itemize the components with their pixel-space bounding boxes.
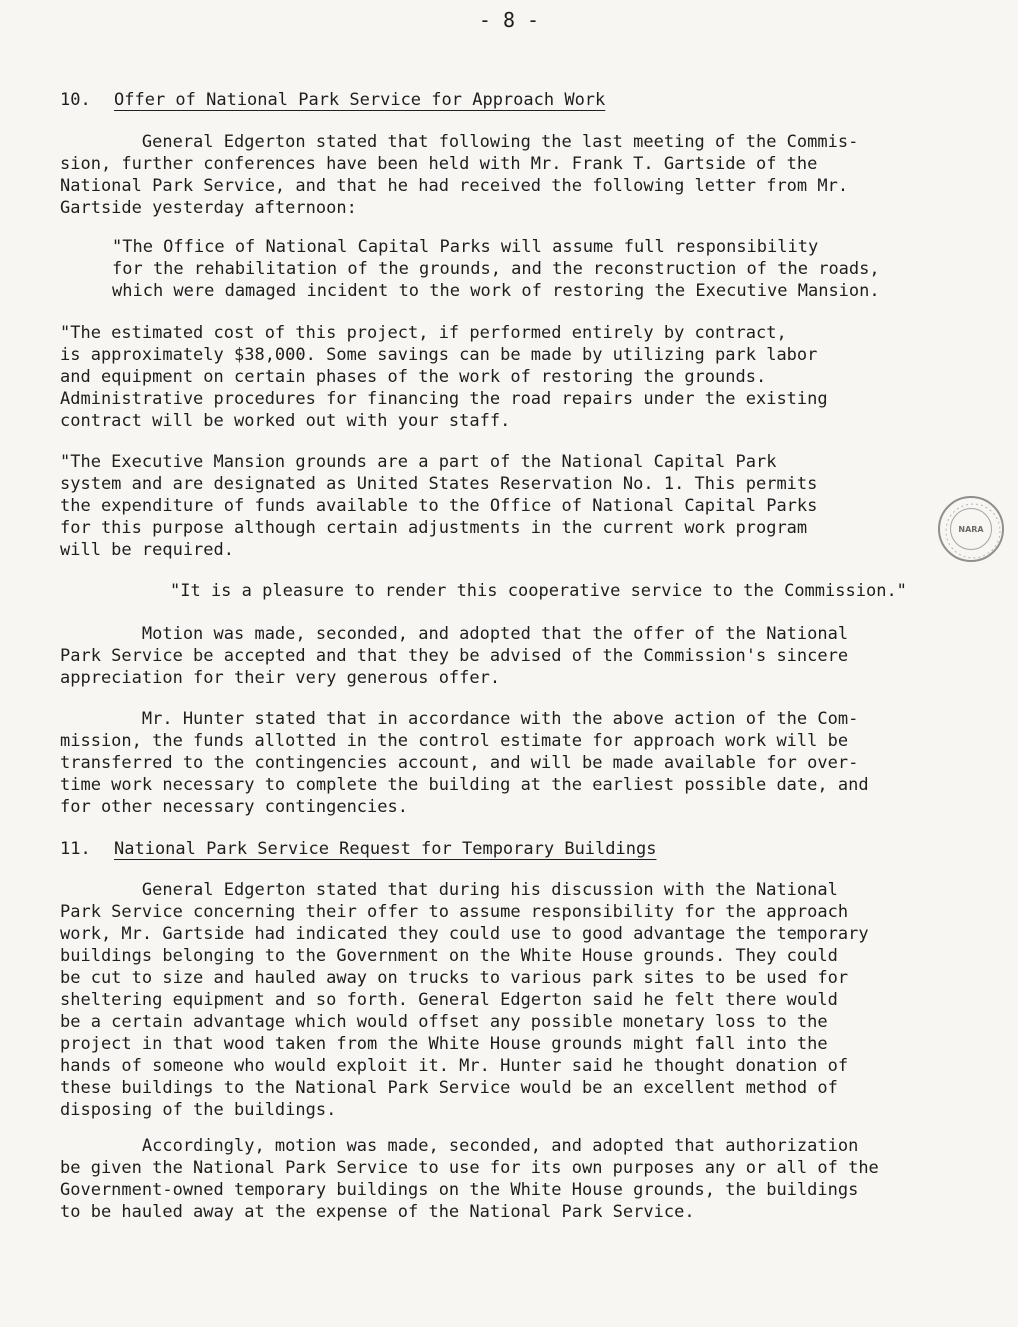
text-line: contract will be worked out with your staff. [60,411,511,431]
text-line: General Edgerton stated that following the last meeting of the Commis- [60,132,859,152]
text-line: and equipment on certain phases of the work of restoring the grounds. [60,367,767,387]
text-line: Administrative procedures for financing the road repairs under the existing [60,389,828,409]
section-10-intro [60,131,858,219]
section-11-heading [60,839,656,859]
text-line: mission, the funds allotted in the control estimate for approach work will be [60,731,849,751]
text-line: disposing of the buildings. [60,1100,337,1120]
text-line: buildings belonging to the Government on the White House grounds. They could [60,946,838,966]
text-line: Accordingly, motion was made, seconded, and adopted that authorization [60,1136,859,1156]
stamp-center-text: NARA [958,524,984,534]
section-10-heading [60,90,605,110]
text-line: for other necessary contingencies. [60,797,408,817]
text-line: "It is a pleasure to render this cooperative service to the Commission." [170,581,907,601]
library-stamp-seal [938,496,1004,562]
text-line: sheltering equipment and so forth. General Edgerton said he felt there would [60,990,838,1010]
text-line: Park Service concerning their offer to assume responsibility for the approach [60,902,849,922]
text-line: is approximately $38,000. Some savings can be made by utilizing park labor [60,345,818,365]
text-line: hands of someone who would exploit it. Mr. Hunter said he thought donation of [60,1056,849,1076]
page-number: - 8 - [478,8,540,32]
section-10-title: Offer of National Park Service for Approach Work [114,90,606,110]
section-11-number: 11. [60,839,91,859]
text-line: sion, further conferences have been held with Mr. Frank T. Gartside of the [60,154,818,174]
text-line: be a certain advantage which would offset any possible monetary loss to the [60,1012,828,1032]
text-line: to be hauled away at the expense of the National Park Service. [60,1202,695,1222]
text-line: be given the National Park Service to use for its own purposes any or all of the [60,1158,879,1178]
quoted-letter-paragraph-3 [60,451,817,561]
text-line: for this purpose although certain adjustments in the current work program [60,518,808,538]
stamp-ring-icon [940,498,1006,564]
quoted-letter-paragraph-4 [170,580,907,602]
text-line: system and are designated as United States Reservation No. 1. This permits [60,474,818,494]
section-10-motion [60,623,848,689]
text-line: Government-owned temporary buildings on the White House grounds, the buildings [60,1180,859,1200]
text-line: "The Executive Mansion grounds are a part of the National Capital Park [60,452,777,472]
text-line: General Edgerton stated that during his discussion with the National [60,880,838,900]
quoted-letter-paragraph-1 [112,236,880,302]
quoted-letter-paragraph-2 [60,322,828,432]
text-line: the expenditure of funds available to the Office of National Capital Parks [60,496,818,516]
text-line: be cut to size and hauled away on trucks to various park sites to be used for [60,968,849,988]
text-line: will be required. [60,540,234,560]
text-line: time work necessary to complete the building at the earliest possible date, and [60,775,869,795]
section-11-title: National Park Service Request for Temporary Buildings [114,839,657,859]
text-line: "The Office of National Capital Parks will assume full responsibility [112,237,819,257]
text-line: these buildings to the National Park Service would be an excellent method of [60,1078,838,1098]
text-line: Gartside yesterday afternoon: [60,198,357,218]
text-line: Motion was made, seconded, and adopted that the offer of the National [60,624,849,644]
section-11-body [60,879,869,1121]
text-line: Park Service be accepted and that they be advised of the Commission's sincere [60,646,849,666]
text-line: transferred to the contingencies account, and will be made available for over- [60,753,859,773]
text-line: for the rehabilitation of the grounds, and the reconstruction of the roads, [112,259,880,279]
text-line: project in that wood taken from the White House grounds might fall into the [60,1034,828,1054]
section-10-hunter-statement [60,708,869,818]
text-line: appreciation for their very generous offer. [60,668,501,688]
text-line: which were damaged incident to the work of restoring the Executive Mansion. [112,281,880,301]
text-line: "The estimated cost of this project, if performed entirely by contract, [60,323,787,343]
text-line: work, Mr. Gartside had indicated they could use to good advantage the temporary [60,924,869,944]
section-10-number: 10. [60,90,91,110]
section-11-motion [60,1135,879,1223]
text-line: National Park Service, and that he had received the following letter from Mr. [60,176,849,196]
text-line: Mr. Hunter stated that in accordance with the above action of the Com- [60,709,859,729]
